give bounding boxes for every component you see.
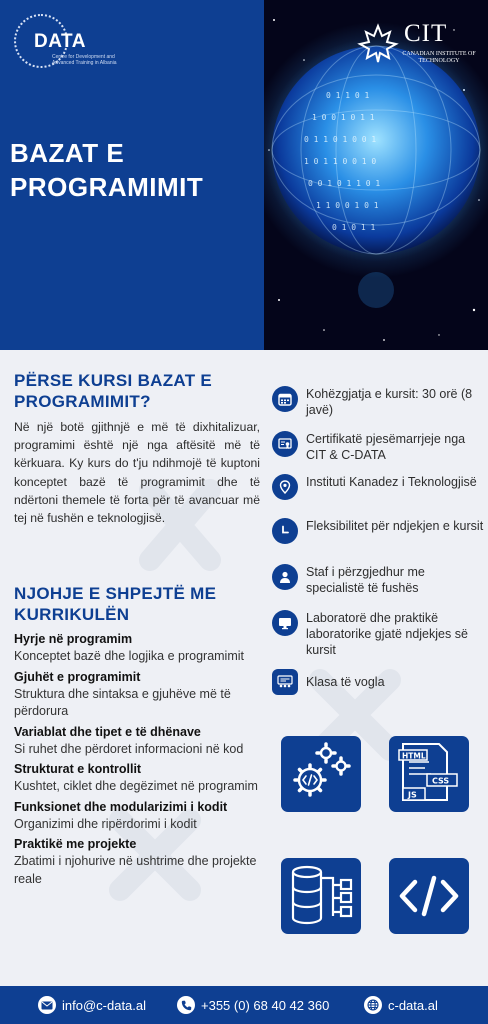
curriculum-item: [14, 631, 262, 666]
cit-logo: [356, 22, 476, 66]
monitor-icon: [272, 610, 298, 636]
svg-text:1 0 1 1 0 0 1 0: 1 0 1 1 0 0 1 0: [304, 157, 377, 166]
email-icon: [38, 996, 56, 1014]
curriculum-item-title: Funksionet dhe modularizimi i kodit: [14, 799, 228, 814]
hero-title-panel: [0, 0, 264, 350]
footer-email-text[interactable]: info@c-data.al: [62, 997, 147, 1013]
feature-class-size: [272, 669, 484, 695]
curriculum-item-title: Praktikë me projekte: [14, 837, 137, 851]
curriculum-item-desc: Zbatimi i njohurive në ushtrime dhe projekte reale: [14, 854, 257, 886]
svg-text:0 1 0 1 1: 0 1 0 1 1: [332, 223, 376, 232]
main-content: [0, 350, 488, 986]
maple-leaf-icon: [356, 22, 400, 66]
cit-logo-subtitle: CANADIAN INSTITUTE OF TECHNOLOGY: [402, 51, 476, 64]
data-logo-tagline: Centre for Development and Advanced Training in Albania: [52, 54, 117, 66]
curriculum-item-desc: Si ruhet dhe përdoret informacioni në kod: [14, 741, 244, 756]
feature-flexibility-text: Fleksibilitet për ndjekjen e kursit: [306, 519, 484, 533]
svg-text:1 1 0 0 1 0 1: 1 1 0 0 1 0 1: [316, 201, 379, 210]
feature-staff-text: Staf i përzgjedhur me specialistë të fushës: [306, 565, 425, 595]
person-icon: [272, 564, 298, 590]
page-title-line1: BAZAT E: [10, 138, 125, 168]
svg-text:0 0 1 0 1 1 0 1: 0 0 1 0 1 1 0 1: [308, 179, 381, 188]
settings-code-tile: [281, 736, 361, 812]
calendar-icon: [272, 386, 298, 412]
curriculum-title: NJOHJE E SHPEJTË ME KURRIKULËN: [14, 584, 217, 624]
css-tile-label: CSS: [432, 776, 450, 786]
curriculum-item-title: Strukturat e kontrollit: [14, 762, 142, 776]
page-title: [10, 136, 203, 204]
cit-logo-name: CIT: [404, 20, 448, 47]
feature-location: [272, 474, 484, 500]
curriculum-list: [14, 631, 262, 891]
feature-flexibility: [272, 518, 484, 544]
html-css-js-icon: [389, 736, 469, 812]
clock-icon: [272, 518, 298, 544]
html-tile-label: HTML: [402, 751, 426, 761]
feature-class-size-text: Klasa të vogla: [306, 675, 385, 689]
curriculum-item-desc: Kushtet, ciklet dhe degëzimet në programim: [14, 779, 258, 793]
data-logo: [14, 14, 117, 76]
hero-banner: [0, 0, 488, 350]
why-course-title: PËRSE KURSI BAZAT E PROGRAMIMIT?: [14, 371, 213, 411]
contact-footer: [0, 986, 488, 1024]
curriculum-item: [14, 669, 262, 721]
web-languages-tile: [389, 736, 469, 812]
curriculum-item-desc: Organizimi dhe ripërdorimi i kodit: [14, 816, 197, 831]
feature-location-text: Instituti Kanadez i Teknologjisë: [306, 475, 477, 489]
page-title-line2: PROGRAMIMIT: [10, 172, 204, 202]
feature-staff: [272, 564, 484, 596]
data-logo-name: DATA: [34, 31, 86, 52]
footer-website-text[interactable]: c-data.al: [388, 997, 438, 1013]
classroom-icon: [272, 669, 298, 695]
feature-duration-text: Kohëzgjatja e kursit: 30 orë (8 javë): [306, 387, 473, 417]
feature-certificate-text: Certifikatë pjesëmarrjeje nga CIT & C-DATA: [306, 432, 466, 462]
location-icon: [272, 474, 298, 500]
curriculum-item-title: Variablat dhe tipet e të dhënave: [14, 724, 201, 739]
curriculum-item: [14, 761, 262, 796]
curriculum-item-title: Hyrje në programim: [14, 632, 133, 646]
footer-website[interactable]: [364, 986, 438, 1024]
svg-text:0 1 1 0 1: 0 1 1 0 1: [326, 91, 370, 100]
footer-phone[interactable]: [177, 986, 329, 1024]
feature-duration: [272, 386, 484, 418]
code-brackets-icon: [389, 858, 469, 934]
database-tile: [281, 858, 361, 934]
binary-globe-image: [264, 0, 488, 350]
feature-labs: [272, 610, 484, 658]
feature-certificate: [272, 431, 484, 463]
code-tile: [389, 858, 469, 934]
js-tile-label: JS: [408, 790, 417, 800]
curriculum-item-desc: Konceptet bazë dhe logjika e programimit: [14, 649, 244, 663]
globe-icon: [364, 996, 382, 1014]
certificate-icon: [272, 431, 298, 457]
curriculum-item-title: Gjuhët e programimit: [14, 669, 141, 684]
phone-icon: [177, 996, 195, 1014]
why-course-text: Në një botë gjithnjë e më të dixhitalizuar, programimi është një nga aftësitë më të kërkuara. Ky kurs do t'ju ndihmojë të kuptoni konceptet bazë të programimit dhe të ndërtoni themele të forta për të avancuar më tej në fushën e teknologjisë.: [14, 420, 260, 526]
svg-text:1 0 0 1 0 1 1: 1 0 0 1 0 1 1: [312, 113, 375, 122]
curriculum-item-desc: Struktura dhe sintaksa e gjuhëve më të përdorura: [14, 686, 231, 718]
svg-text:0 1 1 0 1 0 0 1: 0 1 1 0 1 0 0 1: [304, 135, 377, 144]
curriculum-item: [14, 836, 262, 888]
curriculum-item: [14, 799, 262, 834]
gears-code-icon: [281, 736, 361, 812]
footer-phone-text[interactable]: +355 (0) 68 40 42 360: [201, 997, 330, 1013]
curriculum-item: [14, 724, 262, 759]
footer-email[interactable]: [38, 986, 146, 1024]
database-icon: [281, 858, 361, 934]
feature-labs-text: Laboratorë dhe praktikë laboratorike gjatë ndjekjes së kursit: [306, 611, 468, 657]
